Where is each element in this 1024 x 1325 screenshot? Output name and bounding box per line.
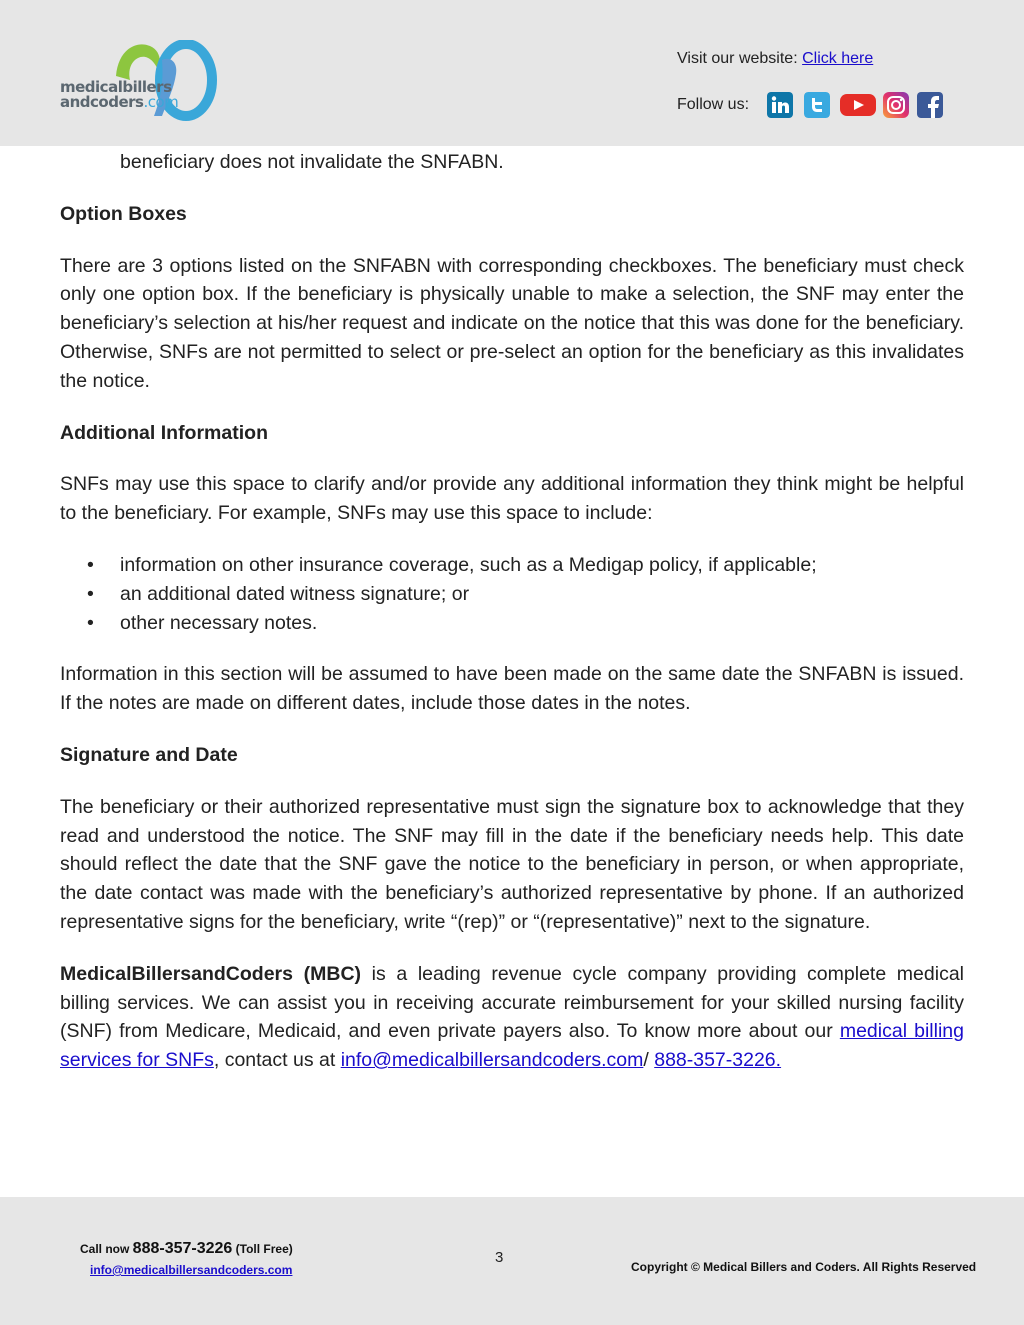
logo-wordmark: medicalbillers andcoders.com [60,78,179,111]
linkedin-icon[interactable] [767,92,793,118]
instagram-icon[interactable] [883,92,909,118]
follow-us-label: Follow us: [677,96,750,113]
signature-date-paragraph: The beneficiary or their authorized representative must sign the signature box to acknowledge that they read and understood the notice. The SNF may fill in the date if the beneficiary needs help. This date should reflect the date that the SNF gave the notice to the beneficiary in person, or when appropriate, the date contact was made with the beneficiary’s authorized representative by phone. If an authorized representative signs for the beneficiary, write “(rep)” or “(representative)” next to the signature. [60,795,964,933]
notes-bullet-list [60,551,964,637]
document-body [60,146,964,1075]
website-link[interactable]: Click here [802,50,874,67]
mbc-paragraph: MedicalBillersandCoders (MBC) is a leading revenue cycle company providing complete medical billing services. We can assist you in receiving accurate reimbursement for your skilled nursing facility (SNF) from Medicare, Medicaid, and even private payers also. To know more about our medical billing services for SNFs, contact us at info@medicalbillersandcoders.com/ 888-357-3226. [60,962,965,1072]
additional-information-paragraph: SNFs may use this space to clarify and/or provide any additional information they think might be helpful to the beneficiary. For example, SNFs may use this space to include: [60,473,964,525]
footer-email-link[interactable]: info@medicalbillersandcoders.com [90,1263,293,1277]
intro-line: beneficiary does not invalidate the SNFABN. [120,151,504,173]
mbc-name: MedicalBillersandCoders (MBC) [60,962,362,985]
list-item: • other necessary notes. [60,609,964,638]
option-boxes-paragraph: There are 3 options listed on the SNFABN with corresponding checkboxes. The beneficiary must check only one option box. If the beneficiary is physically unable to make a selection, the SNF may enter the beneficiary’s selection at his/her request and indicate on the notice that this was done for the beneficiary. Otherwise, SNFs are not permitted to select or pre-select an option for the beneficiary as this invalidates the notice. [60,254,964,392]
option-boxes-heading: Option Boxes [60,202,187,225]
visit-website: Visit our website: Click here [677,50,874,67]
services-link[interactable]: medical billing services for SNFs [60,1020,964,1072]
footer-phone[interactable]: 888-357-3226 [132,1240,233,1257]
footer-call: Call now 888-357-3226 (Toll Free) [80,1240,293,1257]
section-info-paragraph: Information in this section will be assumed to have been made on the same date the SNFABN is issued. If the notes are made on different dates, include those dates in the notes. [60,663,964,715]
facebook-icon[interactable] [917,92,943,118]
additional-information-heading: Additional Information [60,421,268,444]
list-item: • an additional dated witness signature; or [60,580,964,609]
signature-date-heading: Signature and Date [60,743,238,766]
page-number: 3 [495,1249,504,1266]
twitter-icon[interactable] [804,92,830,118]
email-link[interactable]: info@medicalbillersandcoders.com [340,1049,644,1072]
youtube-icon[interactable] [840,92,876,118]
copyright-text: Copyright © Medical Billers and Coders. All Rights Reserved [631,1260,977,1274]
list-item: • information on other insurance coverage, such as a Medigap policy, if applicable; [60,551,964,580]
phone-link[interactable]: 888-357-3226. [654,1049,782,1072]
page-header [0,0,1024,146]
